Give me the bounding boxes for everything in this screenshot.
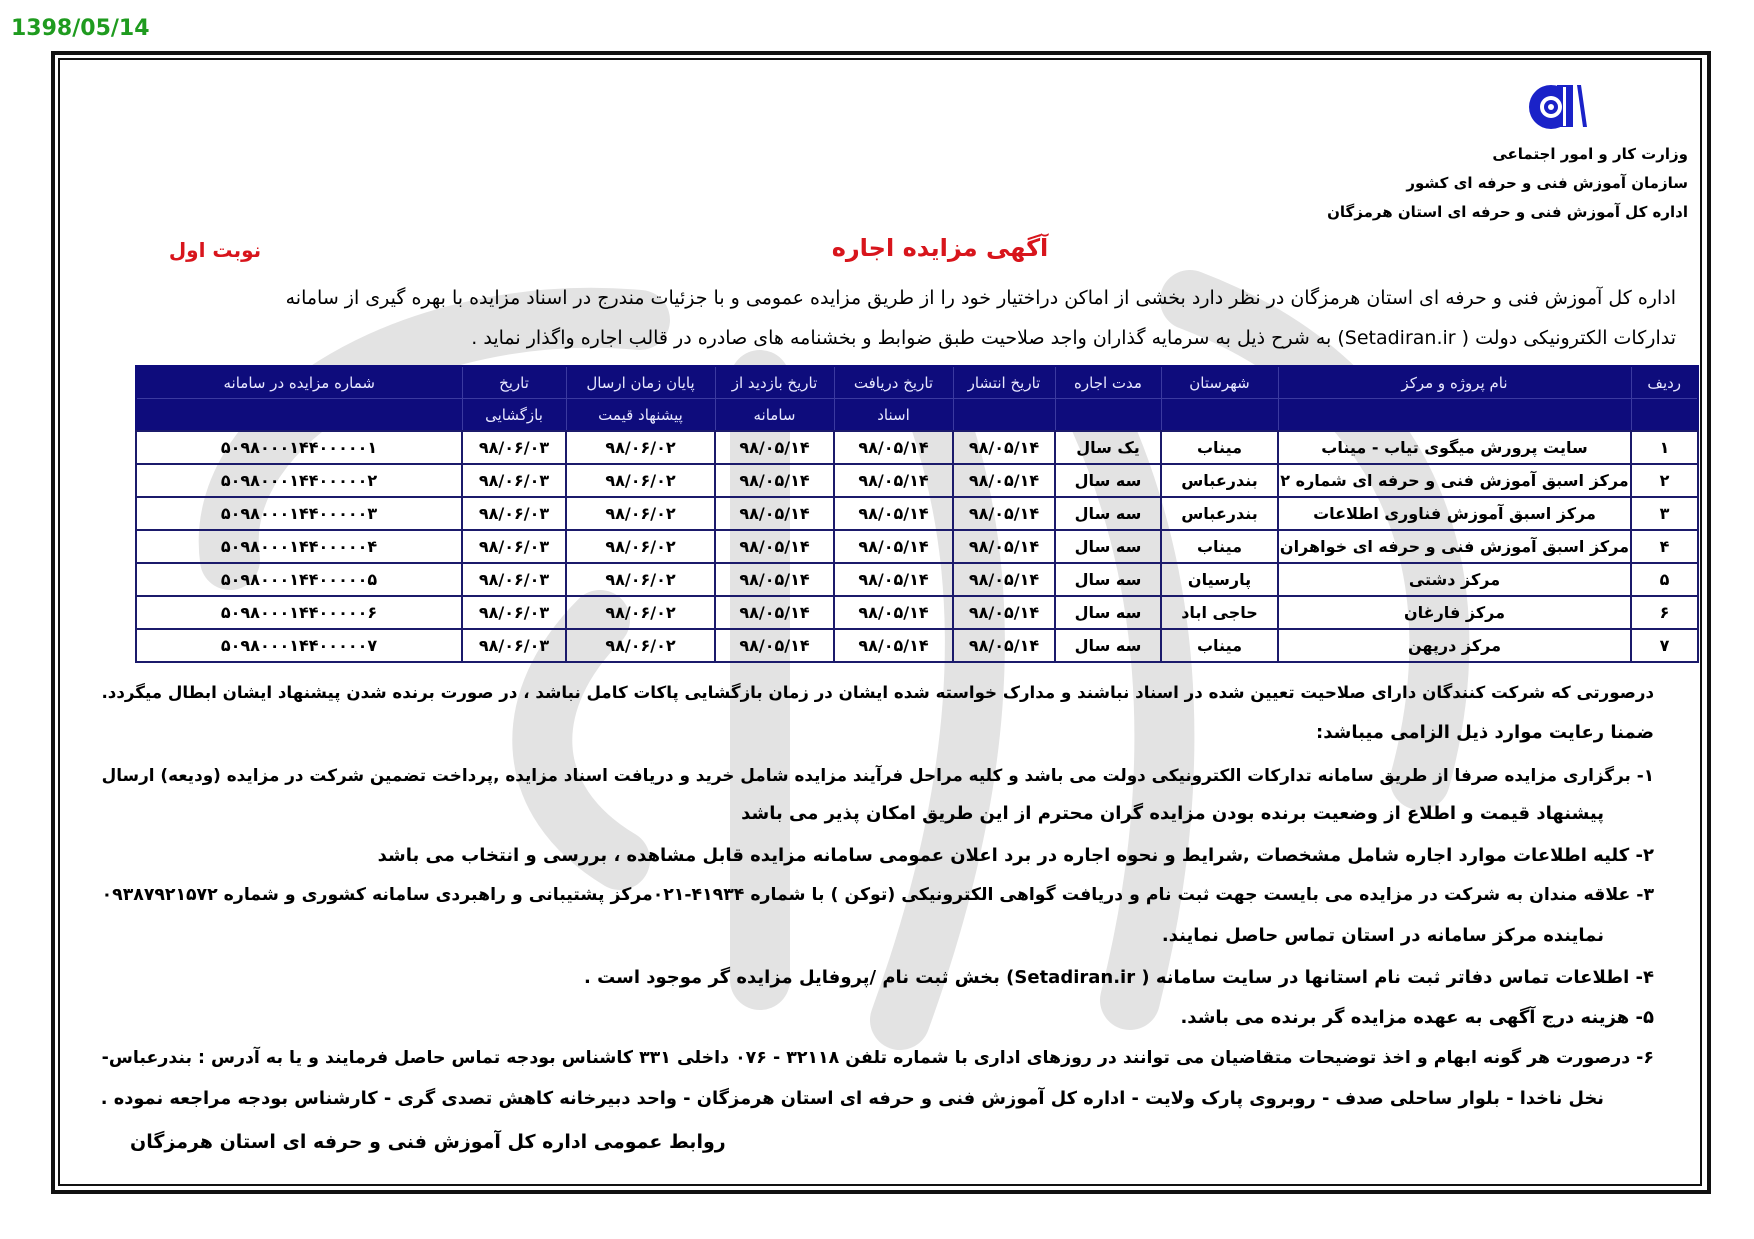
- table-cell: ۶: [1631, 596, 1698, 629]
- table-cell: ۹۸/۰۶/۰۳: [462, 431, 566, 464]
- note-line: پیشنهاد قیمت و اطلاع از وضعیت برنده بودن مزایده گران محترم از این طریق امکان پذیر می باشد: [741, 803, 1604, 824]
- table-row: [136, 431, 1698, 464]
- table-cell: سایت پرورش میگوی تیاب - میناب: [1278, 431, 1631, 464]
- table-cell: ۹۸/۰۵/۱۴: [715, 629, 834, 662]
- column-header-line2: پیشنهاد قیمت: [566, 399, 715, 432]
- table-cell: ۵۰۹۸۰۰۰۱۴۴۰۰۰۰۰۳: [136, 497, 462, 530]
- note-line: ۶- درصورت هر گونه ابهام و اخذ توضیحات متقاضیان می توانند در روزهای اداری با شماره تلفن ۳۲۱۱۸ - ۰۷۶ داخلی ۳۳۱ کاشناس بودجه تماس حاصل فرمایند و یا به آدرس : بندرعباس-: [101, 1048, 1654, 1068]
- table-cell: ۹۸/۰۵/۱۴: [834, 431, 953, 464]
- note-line: نخل ناخدا - بلوار ساحلی صدف - روبروی پارک ولایت - اداره کل آموزش فنی و حرفه ای استان هرمزگان - واحد دبیرخانه کاهش تصدی گری - کارشناس بودجه مراجعه نموده .: [100, 1088, 1604, 1109]
- table-cell: ۹۸/۰۵/۱۴: [834, 563, 953, 596]
- table-cell: مرکز اسبق آموزش فنی و حرفه ای خواهران: [1278, 530, 1631, 563]
- note-line: ضمنا رعایت موارد ذیل الزامی میباشد:: [1316, 722, 1654, 743]
- department-name: اداره کل آموزش فنی و حرفه ای استان هرمزگان: [1327, 203, 1688, 221]
- organization-header: [1327, 140, 1688, 227]
- table-cell: ۹۸/۰۶/۰۲: [566, 563, 715, 596]
- round-label: نوبت اول: [168, 238, 262, 262]
- table-cell: ۹۸/۰۶/۰۳: [462, 497, 566, 530]
- table-cell: ۴: [1631, 530, 1698, 563]
- table-cell: مرکز فارغان: [1278, 596, 1631, 629]
- table-cell: ۵۰۹۸۰۰۰۱۴۴۰۰۰۰۰۴: [136, 530, 462, 563]
- table-cell: ۵: [1631, 563, 1698, 596]
- note-line: ۵- هزینه درج آگهی به عهده مزایده گر برنده می باشد.: [1180, 1007, 1654, 1028]
- column-header-line2: اسناد: [834, 399, 953, 432]
- column-header: ردیف: [1631, 366, 1698, 399]
- table-cell: مرکز اسبق آموزش فناوری اطلاعات: [1278, 497, 1631, 530]
- table-row: [136, 596, 1698, 629]
- table-cell: ۹۸/۰۵/۱۴: [715, 431, 834, 464]
- table-cell: ۵۰۹۸۰۰۰۱۴۴۰۰۰۰۰۶: [136, 596, 462, 629]
- table-cell: ۹۸/۰۵/۱۴: [834, 464, 953, 497]
- table-cell: ۹۸/۰۶/۰۲: [566, 464, 715, 497]
- table-cell: ۳: [1631, 497, 1698, 530]
- intro-line-2: تدارکات الکترونیکی دولت ( Setadiran.ir) به شرح ذیل به سرمایه گذاران واجد صلاحیت طبق ضوابط و بخشنامه های صادره در قالب اجاره واگذار نماید .: [471, 327, 1676, 349]
- table-cell: یک سال: [1055, 431, 1161, 464]
- column-header: تاریخ انتشار: [953, 366, 1055, 399]
- table-cell: ۵۰۹۸۰۰۰۱۴۴۰۰۰۰۰۱: [136, 431, 462, 464]
- stamp-date: 1398/05/14: [11, 16, 150, 41]
- table-cell: ۹۸/۰۵/۱۴: [834, 596, 953, 629]
- table-cell: ۹۸/۰۵/۱۴: [953, 629, 1055, 662]
- column-header-line2: [136, 399, 462, 432]
- table-cell: سه سال: [1055, 464, 1161, 497]
- public-relations-signature: روابط عمومی اداره کل آموزش فنی و حرفه ای استان هرمزگان: [130, 1131, 726, 1153]
- table-cell: ۹۸/۰۶/۰۲: [566, 497, 715, 530]
- table-cell: ۹۸/۰۶/۰۳: [462, 464, 566, 497]
- column-header: تاریخ بازدید از: [715, 366, 834, 399]
- table-cell: ۹۸/۰۵/۱۴: [953, 464, 1055, 497]
- table-cell: مرکز اسبق آموزش فنی و حرفه ای شماره ۲: [1278, 464, 1631, 497]
- table-cell: ۹۸/۰۶/۰۳: [462, 596, 566, 629]
- table-cell: ۹۸/۰۵/۱۴: [834, 497, 953, 530]
- column-header: شهرستان: [1161, 366, 1278, 399]
- table-body: [136, 431, 1698, 662]
- table-cell: ۹۸/۰۵/۱۴: [953, 530, 1055, 563]
- table-cell: ۱: [1631, 431, 1698, 464]
- table-header: [136, 366, 1698, 431]
- page-title: آگهی مزایده اجاره: [831, 234, 1049, 262]
- table-cell: ۹۸/۰۵/۱۴: [715, 497, 834, 530]
- table-cell: میناب: [1161, 431, 1278, 464]
- table-row: [136, 464, 1698, 497]
- column-header-line2: [1631, 399, 1698, 432]
- organization-logo: [1527, 80, 1593, 132]
- table-cell: سه سال: [1055, 629, 1161, 662]
- table-cell: ۹۸/۰۶/۰۲: [566, 629, 715, 662]
- table-cell: ۵۰۹۸۰۰۰۱۴۴۰۰۰۰۰۲: [136, 464, 462, 497]
- table-row: [136, 629, 1698, 662]
- table-cell: سه سال: [1055, 530, 1161, 563]
- table-row: [136, 563, 1698, 596]
- column-header: تاریخ: [462, 366, 566, 399]
- table-cell: ۹۸/۰۵/۱۴: [715, 563, 834, 596]
- table-cell: سه سال: [1055, 497, 1161, 530]
- note-line: نماینده مرکز سامانه در استان تماس حاصل نمایند.: [1161, 925, 1604, 946]
- auction-table: [135, 365, 1699, 663]
- table-cell: سه سال: [1055, 596, 1161, 629]
- table-cell: بندرعباس: [1161, 497, 1278, 530]
- column-header: تاریخ دریافت: [834, 366, 953, 399]
- column-header-line2: سامانه: [715, 399, 834, 432]
- table-cell: ۷: [1631, 629, 1698, 662]
- table-cell: سه سال: [1055, 563, 1161, 596]
- intro-line-1: اداره کل آموزش فنی و حرفه ای استان هرمزگان در نظر دارد بخشی از اماکن دراختیار خود را از طریق مزایده عمومی و با جزئیات مندرج در اسناد مزایده با بهره گیری از سامانه: [285, 287, 1676, 309]
- column-header-line2: [1055, 399, 1161, 432]
- table-cell: میناب: [1161, 629, 1278, 662]
- table-cell: مرکز درپهن: [1278, 629, 1631, 662]
- column-header: شماره مزایده در سامانه: [136, 366, 462, 399]
- table-cell: ۹۸/۰۵/۱۴: [834, 530, 953, 563]
- table-cell: ۹۸/۰۵/۱۴: [715, 530, 834, 563]
- table-cell: ۹۸/۰۶/۰۳: [462, 530, 566, 563]
- table-cell: ۹۸/۰۶/۰۲: [566, 431, 715, 464]
- note-line: ۲- کلیه اطلاعات موارد اجاره شامل مشخصات ,شرایط و نحوه اجاره در برد اعلان عمومی سامانه مزایده قابل مشاهده ، بررسی و انتخاب می باشد: [377, 845, 1654, 866]
- ministry-name: وزارت کار و امور اجتماعی: [1492, 145, 1688, 163]
- organization-name: سازمان آموزش فنی و حرفه ای کشور: [1406, 174, 1688, 192]
- column-header-line2: [1278, 399, 1631, 432]
- column-header-line2: بازگشایی: [462, 399, 566, 432]
- table-cell: بندرعباس: [1161, 464, 1278, 497]
- column-header: مدت اجاره: [1055, 366, 1161, 399]
- column-header-line2: [1161, 399, 1278, 432]
- note-line: ۴- اطلاعات تماس دفاتر ثبت نام استانها در سایت سامانه ( Setadiran.ir) بخش ثبت نام /پروفایل مزایده گر موجود است .: [583, 967, 1654, 988]
- column-header: پایان زمان ارسال: [566, 366, 715, 399]
- table-cell: ۹۸/۰۵/۱۴: [715, 596, 834, 629]
- table-cell: میناب: [1161, 530, 1278, 563]
- table-cell: مرکز دشتی: [1278, 563, 1631, 596]
- table-cell: ۹۸/۰۵/۱۴: [953, 563, 1055, 596]
- table-cell: ۹۸/۰۶/۰۲: [566, 530, 715, 563]
- table-cell: ۹۸/۰۵/۱۴: [834, 629, 953, 662]
- note-line: ۱- برگزاری مزایده صرفا از طریق سامانه تدارکات الکترونیکی دولت می باشد و کلیه مراحل فرآیند مزایده شامل خرید و دریافت اسناد مزایده ,پرداخت تضمین شرکت در مزایده (ودیعه) ارسال: [101, 765, 1654, 785]
- note-line: درصورتی که شرکت کنندگان دارای صلاحیت تعیین شده در اسناد نباشند و مدارک خواسته شده ایشان در زمان بازگشایی پاکات کامل نباشد ، در صورت برنده شدن پیشنهاد ایشان ابطال میگردد.: [101, 683, 1654, 702]
- table-cell: ۵۰۹۸۰۰۰۱۴۴۰۰۰۰۰۷: [136, 629, 462, 662]
- table-cell: ۹۸/۰۶/۰۲: [566, 596, 715, 629]
- column-header-line2: [953, 399, 1055, 432]
- table-cell: ۹۸/۰۵/۱۴: [953, 431, 1055, 464]
- table-cell: حاجی اباد: [1161, 596, 1278, 629]
- table-cell: ۹۸/۰۵/۱۴: [715, 464, 834, 497]
- table-cell: ۲: [1631, 464, 1698, 497]
- table-cell: ۹۸/۰۵/۱۴: [953, 497, 1055, 530]
- column-header: نام پروژه و مرکز: [1278, 366, 1631, 399]
- table-cell: ۹۸/۰۶/۰۳: [462, 563, 566, 596]
- table-cell: پارسیان: [1161, 563, 1278, 596]
- note-line: ۳- علاقه مندان به شرکت در مزایده می بایست جهت ثبت نام و دریافت گواهی الکترونیکی (توکن ) با شماره ۴۱۹۳۴-۰۲۱مرکز پشتیبانی و راهبردی سامانه کشوری و شماره ۰۹۳۸۷۹۲۱۵۷۲: [101, 885, 1654, 905]
- table-cell: ۹۸/۰۶/۰۳: [462, 629, 566, 662]
- table-row: [136, 497, 1698, 530]
- table-cell: ۹۸/۰۵/۱۴: [953, 596, 1055, 629]
- table-row: [136, 530, 1698, 563]
- table-cell: ۵۰۹۸۰۰۰۱۴۴۰۰۰۰۰۵: [136, 563, 462, 596]
